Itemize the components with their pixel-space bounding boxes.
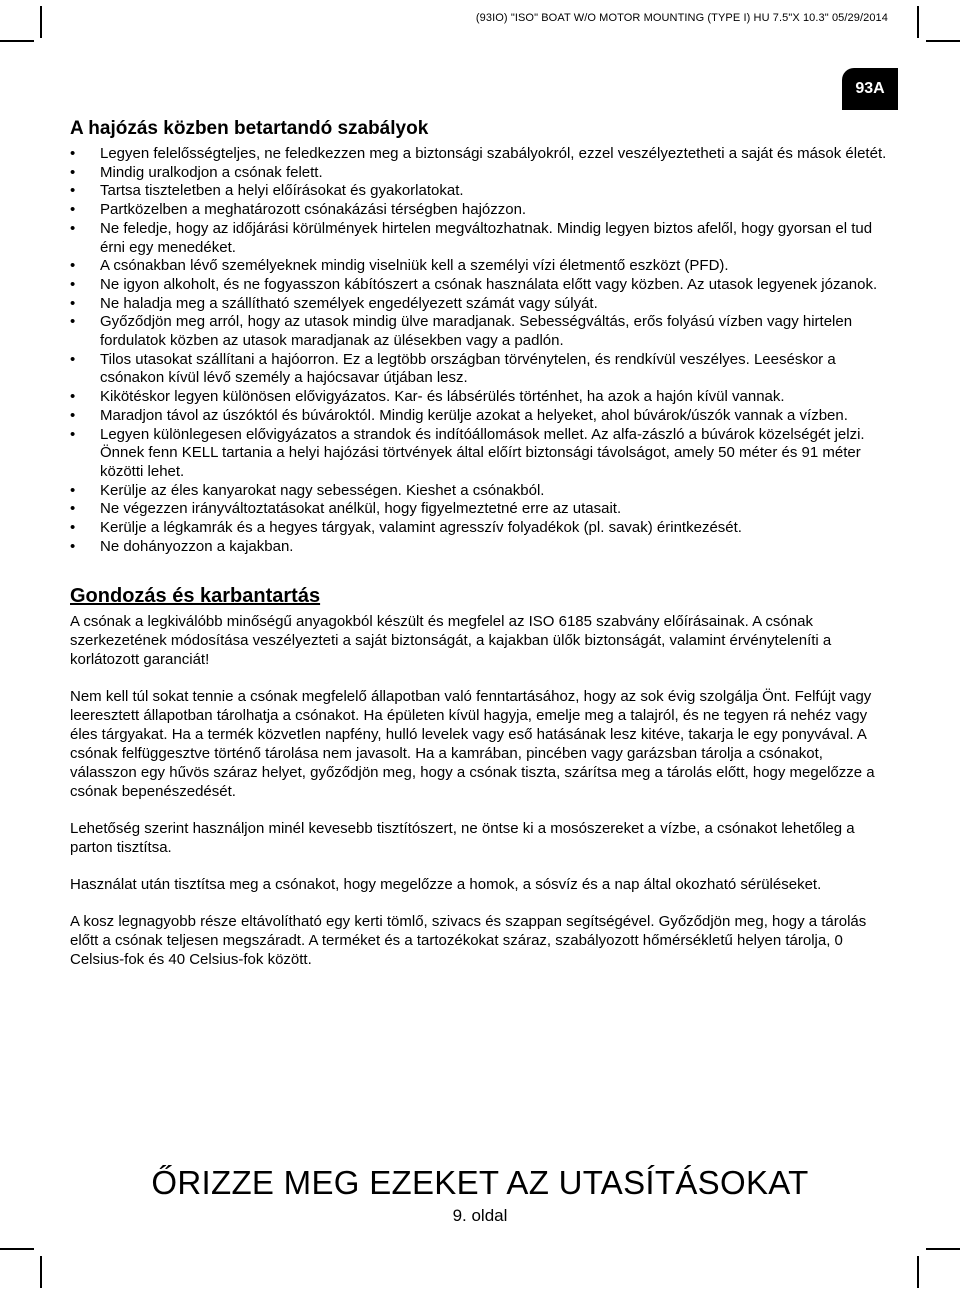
list-item: • Ne igyon alkoholt, és ne fogyasszon kábítószert a csónak használata előtt vagy közben. Az utasok legyenek józanok. [70,276,890,295]
list-item: • Legyen felelősségteljes, ne feledkezzen meg a biztonsági szabályokról, ezzel veszélyeztetheti a saját és mások életét. [70,145,890,164]
care-paragraph: Lehetőség szerint használjon minél kevesebb tisztítószert, ne öntse ki a mosószereket a vízbe, a csónakot lehetőleg a parton tisztítsa. [70,820,855,857]
crop-mark-bottom-right-horizontal [926,1248,960,1250]
crop-mark-top-left-vertical [40,6,42,38]
list-item: • Győződjön meg arról, hogy az utasok mindig ülve maradjanak. Sebességváltás, erős folyású vízben vagy hirtelen fordulatok közben az utasok maradjanak az ülésekben vagy a padlón. [70,313,890,350]
document-spec-line: (93IO) "ISO" BOAT W/O MOTOR MOUNTING (TYPE I) HU 7.5"X 10.3" 05/29/2014 [475,12,888,24]
footer-title: ŐRIZZE MEG EZEKET AZ UTASÍTÁSOKAT [151,1164,809,1201]
list-item: • Kikötéskor legyen különösen elővigyázatos. Kar- és lábsérülés történhet, ha azok a hajón kívül vannak. [70,388,890,407]
list-item: • Legyen különlegesen elővigyázatos a strandok és indítóállomások mellet. Az alfa-zászló a búvárok közelségét jelzi. Önnek fenn KELL tartania a helyi hajózási törtvények által előírt biztonsági távolságot, amely 50 méter és 91 méter közötti lehet. [70,426,890,482]
care-paragraph: A kosz legnagyobb része eltávolítható egy kerti tömlő, szivacs és szappan segítségével. Győződjön meg, hogy a tárolás előtt a csónak teljesen megszáradt. A terméket és a tartozékokat száraz, szabályozott hőmérsékletű helyen tárolja, 0 Celsius-fok és 40 Celsius-fok között. [70,913,867,969]
list-item: • Partközelben a meghatározott csónakázási térségben hajózzon. [70,201,890,220]
list-item: • A csónakban lévő személyeknek mindig viselniük kell a személyi vízi életmentő eszközt (PFD). [70,257,890,276]
crop-mark-top-right-horizontal [926,40,960,42]
list-item: • Maradjon távol az úszóktól és búvároktól. Mindig kerülje azokat a helyeket, ahol búvárok/úszók vannak a vízben. [70,407,890,426]
list-item: • Mindig uralkodjon a csónak felett. [70,164,890,183]
care-paragraph: Nem kell túl sokat tennie a csónak megfelelő állapotban való fenntartásához, hogy az sok évig szolgálja Önt. Felfújt vagy leeresztett állapotban tárolhatja a csónakot. Ha épületen kívül hagyja, emelje meg a talajról, és ne tegyen rá nehéz vagy éles tárgyakat. Ha a termék közvetlen napfény, hulló levelek vagy eső hatásának lesz kitéve, takarja le egy ponyvával. A csónak felfüggesztve történő tárolása nem javasolt. Ha a kamrában, pincében vagy garázsban tárolja a csónakot, válasszon egy hűvös száraz helyet, győződjön meg, hogy a csónak tiszta, szárítsa meg a tárolás előtt, hogy megelőzze a csónak bepenészedését. [70,688,875,801]
list-item: • Tartsa tiszteletben a helyi előírásokat és gyakorlatokat. [70,182,890,201]
page-number: 9. oldal [452,1206,508,1225]
list-item: • Ne feledje, hogy az időjárási körülmények hirtelen megváltozhatnak. Mindig legyen biztos afelől, hogy gyorsan el tud érni egy menedéket. [70,220,890,257]
main-content [70,118,890,987]
care-section-title: Gondozás és karbantartás [70,585,321,608]
list-item: • Tilos utasokat szállítani a hajóorron. Ez a legtöbb országban törvénytelen, és rendkívül veszélyes. Leeséskor a csónakon kívül lévő személy a hajócsavar útjában lesz. [70,351,890,388]
care-paragraph: Használat után tisztítsa meg a csónakot, hogy megelőzze a homok, a sósvíz és a nap által okozható sérüléseket. [70,876,822,894]
list-item: • Kerülje a légkamrák és a hegyes tárgyak, valamint agresszív folyadékok (pl. savak) érintkezését. [70,519,890,538]
crop-mark-bottom-left-vertical [40,1256,42,1288]
list-item: • Ne dohányozzon a kajakban. [70,538,890,557]
crop-mark-top-left-horizontal [0,40,34,42]
list-item: • Kerülje az éles kanyarokat nagy sebességen. Kieshet a csónakból. [70,482,890,501]
rules-list [70,145,890,556]
page-tab: 93A [842,68,898,110]
crop-mark-bottom-right-vertical [917,1256,919,1288]
rules-section-title: A hajózás közben betartandó szabályok [70,118,429,139]
list-item: • Ne végezzen irányváltoztatásokat anélkül, hogy figyelmeztetné erre az utasait. [70,500,890,519]
crop-mark-bottom-left-horizontal [0,1248,34,1250]
crop-mark-top-right-vertical [917,6,919,38]
list-item: • Ne haladja meg a szállítható személyek engedélyezett számát vagy súlyát. [70,295,890,314]
care-paragraph: A csónak a legkiválóbb minőségű anyagokból készült és megfelel az ISO 6185 szabvány előírásainak. A csónak szerkezetének módosítása veszélyezteti a saját biztonságát, a kajakban ülők biztonságát, valamint érvényteleníti a korlátozott garanciát! [70,613,832,669]
